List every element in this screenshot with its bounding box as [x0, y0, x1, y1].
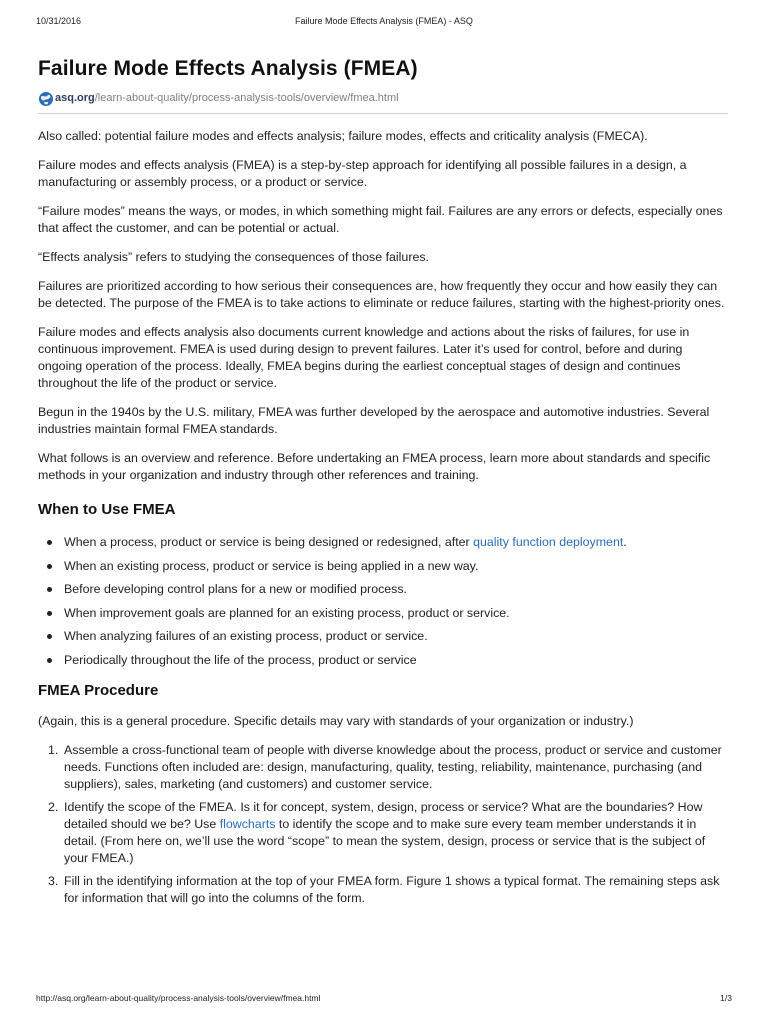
list-item: When analyzing failures of an existing process, product or service.	[38, 628, 728, 645]
list-item: When an existing process, product or service is being applied in a new way.	[38, 558, 728, 575]
list-item: 2. Identify the scope of the FMEA. Is it for concept, system, design, process or service? What are the boundaries? How detailed should we be? Use flowcharts to identify the scope and to make sure every team member understands it in detail. (From here on, we’ll use the word “scope” to mean the system, design, process or service that is the subject of your FMEA.)	[48, 799, 706, 865]
globe-icon	[38, 91, 54, 107]
paragraph-effects-analysis: “Effects analysis” refers to studying the consequences of those failures.	[38, 250, 429, 264]
page-title: Failure Mode Effects Analysis (FMEA)	[38, 57, 418, 80]
step-number: 3.	[48, 873, 59, 888]
list-item: Periodically throughout the life of the process, product or service	[38, 652, 728, 669]
footer-url: http://asq.org/learn-about-quality/process-analysis-tools/overview/fmea.html	[36, 993, 321, 1003]
paragraph-definition: Failure modes and effects analysis (FMEA) is a step-by-step approach for identifying all possible failures in a design, a manufacturing or assembly process, or a product or service.	[38, 158, 687, 189]
paragraph-prioritized: Failures are prioritized according to how serious their consequences are, how frequently they occur and how easily they can be detected. The purpose of the FMEA is to take actions to eliminate or reduce failures, starting with the highest-priority ones.	[38, 279, 725, 310]
print-footer	[36, 993, 732, 1007]
page-number: 1/3	[720, 993, 732, 1003]
bullet-icon	[47, 540, 52, 545]
print-header	[36, 16, 732, 30]
procedure-steps	[38, 742, 728, 907]
list-item: When a process, product or service is being designed or redesigned, after quality function deployment.	[38, 534, 728, 551]
url-domain: asq.org	[55, 92, 95, 104]
list-item: Before developing control plans for a new or modified process.	[38, 581, 728, 598]
step-number: 1.	[48, 742, 59, 757]
section-heading-when-to-use: When to Use FMEA	[38, 501, 176, 518]
list-item: 1. Assemble a cross-functional team of people with diverse knowledge about the process, product or service and customer needs. Functions often included are: design, manufacturing, quality, testing, reliability, maintenance, purchasing (and suppliers), sales, marketing (and customers) and customer service.	[48, 742, 722, 791]
list-item: 3. Fill in the identifying information at the top of your FMEA form. Figure 1 shows a typical format. The remaining steps ask for information that will go into the columns of the form.	[48, 873, 720, 905]
url-path: /learn-about-quality/process-analysis-tools/overview/fmea.html	[94, 92, 399, 104]
flowcharts-link[interactable]: flowcharts	[219, 816, 276, 831]
article	[38, 55, 728, 913]
section-heading-procedure: FMEA Procedure	[38, 681, 159, 699]
print-page-title: Failure Mode Effects Analysis (FMEA) - ASQ	[295, 16, 473, 26]
paragraph-also-called: Also called: potential failure modes and effects analysis; failure modes, effects and criticality analysis (FMECA).	[38, 129, 648, 143]
quality-function-deployment-link[interactable]: quality function deployment	[473, 535, 624, 549]
url-text[interactable]	[55, 92, 399, 104]
procedure-intro: (Again, this is a general procedure. Specific details may vary with standards of your organization or industry.)	[38, 713, 634, 728]
bullet-icon	[47, 587, 52, 592]
when-to-use-list	[38, 534, 728, 669]
print-date: 10/31/2016	[36, 16, 82, 26]
bullet-icon	[47, 564, 52, 569]
source-url[interactable]	[38, 91, 728, 114]
paragraph-documents: Failure modes and effects analysis also documents current knowledge and actions about the risks of failures, for use in continuous improvement. FMEA is used during design to prevent failures. Later it’s used for control, before and during ongoing operation of the process. Ideally, FMEA begins during the earliest conceptual stages of design and continues throughout the life of the product or service.	[38, 325, 690, 390]
bullet-icon	[47, 611, 52, 616]
paragraph-history: Begun in the 1940s by the U.S. military, FMEA was further developed by the aerospace and automotive industries. Several industries maintain formal FMEA standards.	[38, 405, 710, 436]
bullet-icon	[47, 658, 52, 663]
step-number: 2.	[48, 799, 59, 814]
bullet-icon	[47, 634, 52, 639]
list-item: When improvement goals are planned for an existing process, product or service.	[38, 605, 728, 622]
paragraph-overview: What follows is an overview and reference. Before undertaking an FMEA process, learn more about standards and specific methods in your organization and industry through other references and training.	[38, 451, 711, 482]
paragraph-failure-modes: “Failure modes” means the ways, or modes, in which something might fail. Failures are any errors or defects, especially ones that affect the customer, and can be potential or actual.	[38, 204, 723, 235]
